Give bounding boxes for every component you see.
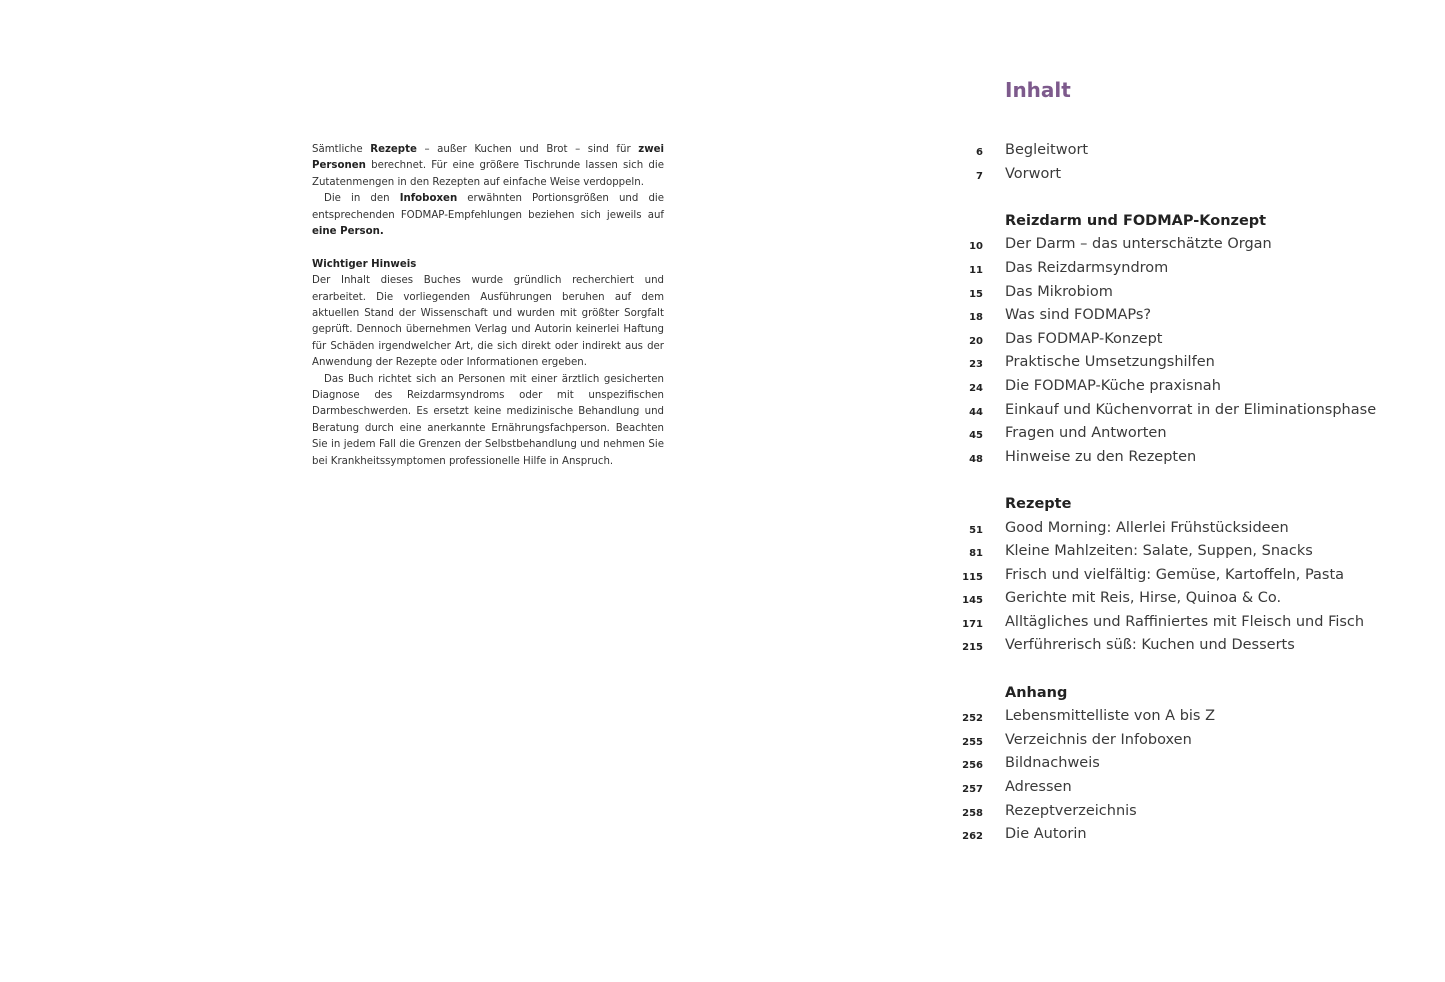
- toc-entry-title: Verführerisch süß: Kuchen und Desserts: [1005, 637, 1295, 654]
- toc-entry: [940, 400, 1400, 424]
- toc-page-number: 255: [962, 736, 983, 748]
- toc-entry: [940, 282, 1400, 306]
- toc-page-number: 81: [969, 548, 983, 560]
- toc-page-number: 11: [969, 264, 983, 276]
- toc-spacer: [940, 659, 1400, 683]
- toc-page-number: 44: [969, 406, 983, 418]
- toc-entry: [940, 706, 1400, 730]
- toc-entry-title: Der Darm – das unterschätzte Organ: [1005, 236, 1272, 253]
- toc-entry-title: Adressen: [1005, 779, 1072, 796]
- toc-entry: [940, 164, 1400, 188]
- toc-entry: [940, 635, 1400, 659]
- toc-entry-title: Verzeichnis der Infoboxen: [1005, 731, 1192, 748]
- toc-entry: [940, 588, 1400, 612]
- toc-section-heading: [940, 211, 1400, 235]
- toc-entry: [940, 801, 1400, 825]
- toc-entry-title: Die FODMAP-Küche praxisnah: [1005, 377, 1221, 394]
- toc-page-number: 215: [962, 642, 983, 654]
- toc-page-number: 24: [969, 382, 983, 394]
- notice-paragraph: Der Inhalt dieses Buches wurde gründlich recherchiert und erarbeitet. Die vorliegenden Ausführungen beruhen auf dem aktuellen Stand der Wissenschaft und wurden mit größter Sorgfalt geprüft. Dennoch übernehmen Verlag und Autorin keinerlei Haftung für Schäden irgendwelcher Art, die sich direkt oder indirekt aus der Anwendung der Rezepte oder Informationen ergeben.: [312, 275, 664, 369]
- toc-page-number: 45: [969, 430, 983, 442]
- toc-entry-title: Bildnachweis: [1005, 755, 1100, 772]
- toc-section-heading: [940, 494, 1400, 518]
- text-run: – außer Kuchen und Brot – sind für: [416, 144, 639, 155]
- toc-entry-title: Lebensmittelliste von A bis Z: [1005, 708, 1216, 725]
- text-run: Die in den: [324, 193, 400, 205]
- toc-page-number: 48: [969, 453, 983, 465]
- toc-page-number: 10: [969, 241, 983, 253]
- toc-entry-title: Was sind FODMAPs?: [1005, 307, 1152, 324]
- toc-page-number: 15: [969, 288, 983, 300]
- toc-page-number: 145: [962, 595, 983, 607]
- notice-heading: Wichtiger Hinweis: [312, 258, 417, 270]
- toc-entry-title: Fragen und Antworten: [1005, 425, 1167, 442]
- toc-section-title: Anhang: [1005, 684, 1068, 701]
- toc-entry-title: Vorwort: [1005, 165, 1062, 182]
- toc-entry: [940, 305, 1400, 329]
- toc-entry-title: Das Reizdarmsyndrom: [1005, 259, 1169, 276]
- infobox-note-paragraph: [312, 191, 664, 240]
- toc-page-number: 171: [962, 618, 983, 630]
- toc-entry-title: Good Morning: Allerlei Frühstücksideen: [1005, 519, 1289, 536]
- toc-entry-title: Gerichte mit Reis, Hirse, Quinoa & Co.: [1005, 590, 1282, 607]
- toc-spacer: [940, 187, 1400, 211]
- text-run: Sämtliche: [312, 144, 371, 155]
- toc-entry-title: Kleine Mahlzeiten: Salate, Suppen, Snacks: [1005, 543, 1313, 560]
- toc-entry-title: Die Autorin: [1005, 826, 1087, 843]
- toc-page-number: 20: [969, 335, 983, 347]
- toc-title: Inhalt: [1005, 78, 1071, 102]
- toc-page-number: 262: [962, 831, 983, 843]
- left-page-text: [312, 142, 664, 470]
- toc-entry: [940, 518, 1400, 542]
- toc-spacer: [940, 470, 1400, 494]
- toc-page-number: 18: [969, 312, 983, 324]
- toc-page-number: 257: [962, 784, 983, 796]
- toc-page-number: 6: [976, 147, 983, 158]
- toc-section-title: Reizdarm und FODMAP-Konzept: [1005, 212, 1267, 229]
- table-of-contents: [940, 140, 1400, 848]
- bold-term: zwei Personen: [312, 144, 665, 172]
- toc-entry-title: Frisch und vielfältig: Gemüse, Kartoffeln, Pasta: [1005, 566, 1345, 583]
- toc-section-heading: [940, 683, 1400, 707]
- toc-page-number: 115: [962, 571, 983, 583]
- toc-entry: [940, 423, 1400, 447]
- toc-entry-title: Das FODMAP-Konzept: [1005, 330, 1163, 347]
- toc-entry: [940, 234, 1400, 258]
- toc-page-number: 7: [976, 170, 983, 182]
- toc-page-number: 51: [969, 524, 983, 536]
- toc-entry: [940, 730, 1400, 754]
- bold-term: eine Person.: [312, 226, 384, 238]
- toc-page-number: 23: [969, 359, 983, 371]
- toc-entry-title: Das Mikrobiom: [1005, 283, 1113, 300]
- toc-entry-title: Hinweise zu den Rezepten: [1005, 448, 1197, 465]
- toc-entry-title: Begleitwort: [1005, 142, 1089, 158]
- toc-page-number: 258: [962, 807, 983, 819]
- toc-page-number: 256: [962, 760, 983, 772]
- target-audience-paragraph: Das Buch richtet sich an Personen mit einer ärztlich gesicherten Diagnose des Reizdarmsyndroms oder mit unspezifischen Darmbeschwerden. Es ersetzt keine medizinische Behandlung und Beratung durch eine anerkannte Ernährungsfachperson. Beachten Sie in jedem Fall die Grenzen der Selbstbehandlung und nehmen Sie bei Krankheitssymptomen professionelle Hilfe in Anspruch.: [312, 373, 664, 467]
- toc-entry: [940, 824, 1400, 848]
- toc-entry: [940, 258, 1400, 282]
- toc-entry: [940, 447, 1400, 471]
- toc-entry-title: Praktische Umsetzungshilfen: [1005, 354, 1215, 371]
- portion-note-paragraph: [312, 142, 664, 191]
- text-run: berechnet. Für eine größere Tischrunde lassen sich die Zutatenmengen in den Rezepten auf einfache Weise verdoppeln.: [312, 160, 664, 188]
- toc-entry: [940, 329, 1400, 353]
- toc-section-title: Rezepte: [1005, 495, 1072, 512]
- toc-entry: [940, 140, 1400, 164]
- toc-entry-title: Einkauf und Küchenvorrat in der Eliminationsphase: [1005, 401, 1377, 418]
- toc-entry-title: Rezeptverzeichnis: [1005, 802, 1137, 819]
- toc-page-number: 252: [962, 713, 983, 725]
- toc-entry-title: Alltägliches und Raffiniertes mit Fleisch und Fisch: [1005, 613, 1365, 630]
- bold-term: Rezepte: [370, 144, 417, 155]
- toc-entry: [940, 777, 1400, 801]
- toc-entry: [940, 541, 1400, 565]
- toc-entry: [940, 753, 1400, 777]
- toc-entry: [940, 352, 1400, 376]
- toc-entry: [940, 612, 1400, 636]
- text-run: erwähnten Portionsgrößen und die entsprechenden FODMAP-Empfehlungen beziehen sich jeweils auf: [312, 193, 665, 221]
- toc-entry: [940, 565, 1400, 589]
- toc-entry: [940, 376, 1400, 400]
- bold-term: Infoboxen: [399, 193, 458, 205]
